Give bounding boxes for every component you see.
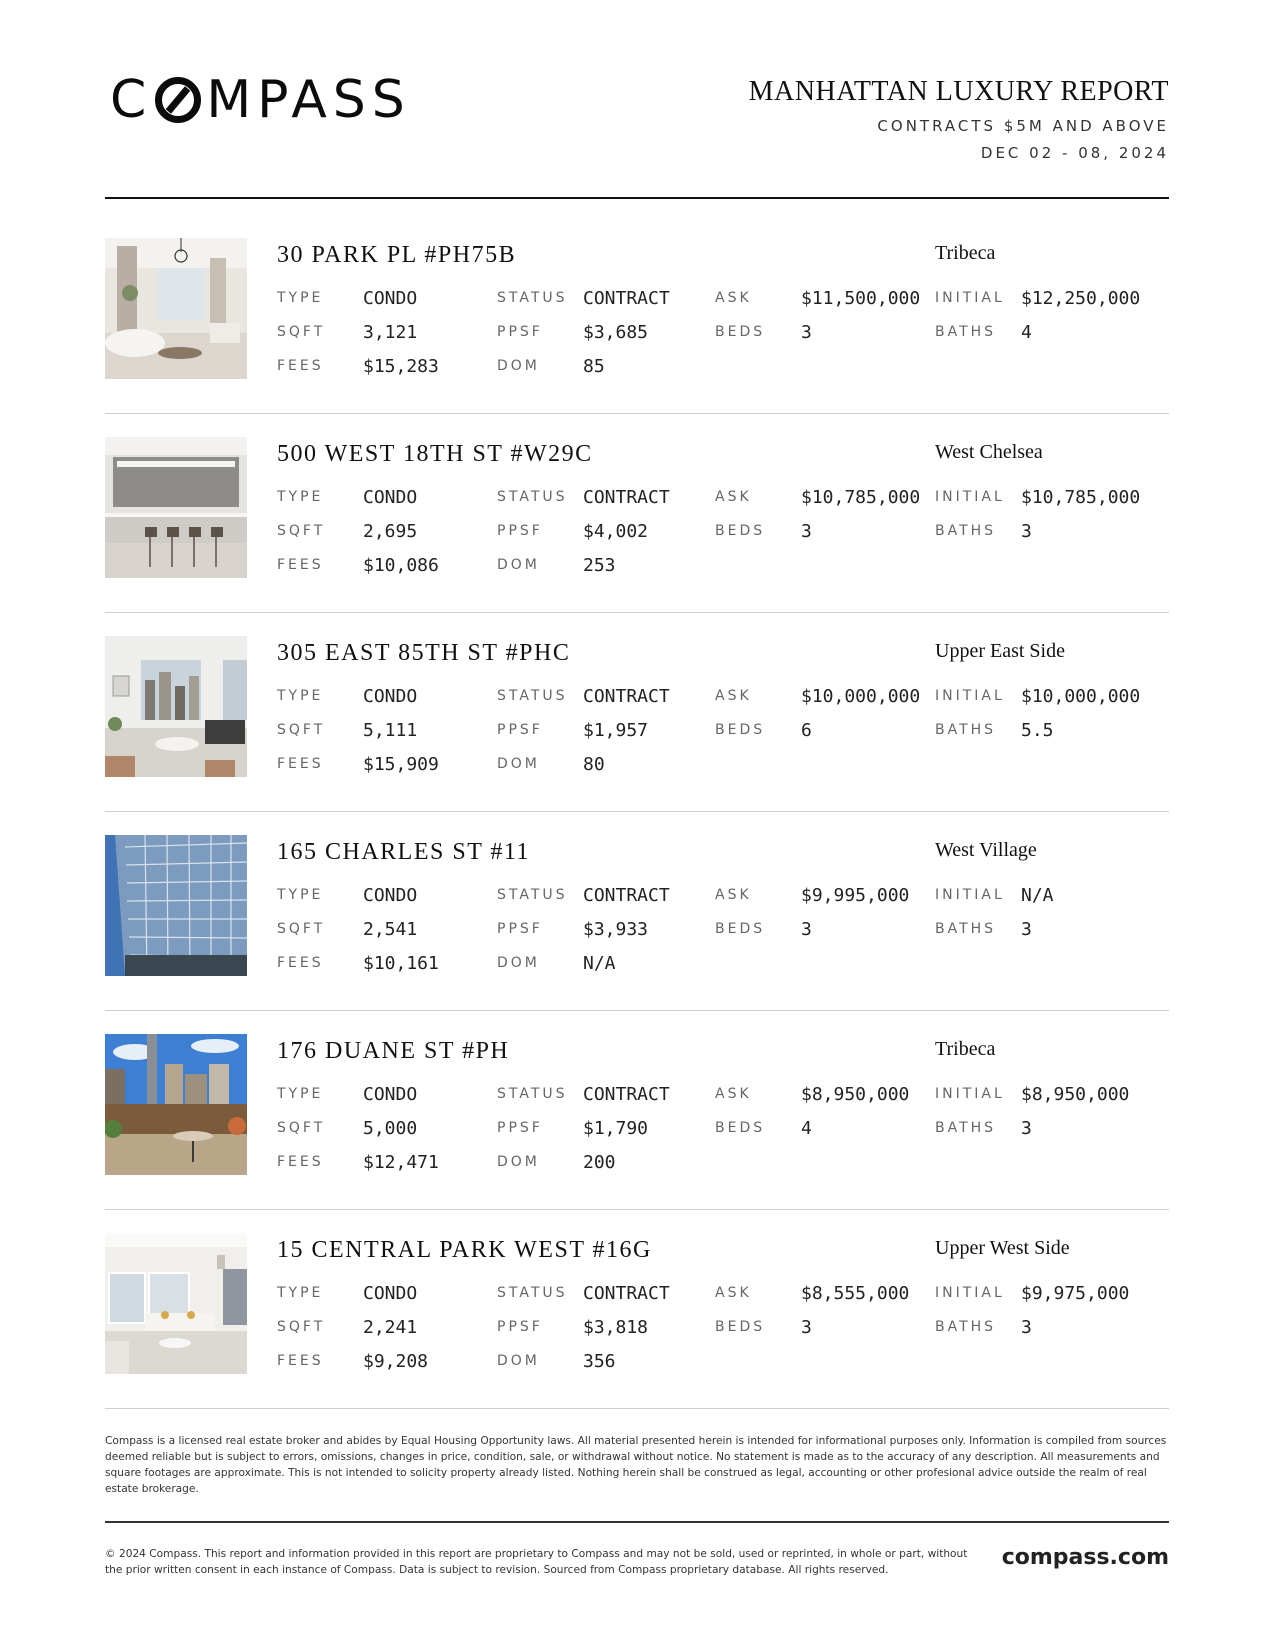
dom-value: 253	[583, 555, 616, 576]
ask-label: ASK	[715, 887, 752, 903]
compass-logo	[110, 72, 430, 128]
status-label: STATUS	[497, 887, 568, 903]
baths-value: 5.5	[1021, 720, 1054, 741]
report-subtitle: CONTRACTS $5M AND ABOVE	[877, 117, 1169, 135]
report-title: MANHATTAN LUXURY REPORT	[748, 76, 1169, 107]
beds-label: BEDS	[715, 324, 766, 340]
compass-logo-wordmark: C MPASS	[110, 70, 411, 130]
baths-value: 3	[1021, 919, 1032, 940]
disclaimer-text: Compass is a licensed real estate broker and abides by Equal Housing Opportunity laws. All material presented herein is intended for informational purposes only. Information is compiled from sources deemed reliable but is subject to errors, omissions, changes in price, condition, sale, or withdrawal without notice. No statement is made as to the accuracy of any description. All measurements and square footages are approximate. This is not intended to solicity property already listed. Nothing herein shall be construed as legal, accounting or other profesional advice outside the realm of real estate brokerage.	[105, 1435, 1167, 1495]
footer-divider	[105, 1521, 1169, 1523]
dom-label: DOM	[497, 1353, 540, 1369]
initial-value: $9,975,000	[1021, 1283, 1130, 1304]
type-value: CONDO	[363, 686, 418, 707]
listing-neighborhood: Upper East Side	[935, 640, 1065, 662]
beds-label: BEDS	[715, 1120, 766, 1136]
copyright-text: © 2024 Compass. This report and information provided in this report are proprietary to Compass and may not be sold, used or reprinted, in whole or part, without the prior written consent in each instance of Compass. Data is subject to revision. Sourced from Compass proprietary database. All rights reserved.	[105, 1548, 968, 1576]
listing-address: 15 CENTRAL PARK WEST #16G	[277, 1237, 652, 1263]
dom-label: DOM	[497, 756, 540, 772]
terrace-photo	[105, 1034, 247, 1175]
baths-label: BATHS	[935, 722, 997, 738]
status-label: STATUS	[497, 688, 568, 704]
sqft-label: SQFT	[277, 921, 326, 937]
initial-value: $10,785,000	[1021, 487, 1141, 508]
listing-item	[105, 1233, 1169, 1432]
listing-address: 500 WEST 18TH ST #W29C	[277, 441, 593, 467]
living-room-photo	[105, 636, 247, 777]
ppsf-label: PPSF	[497, 921, 543, 937]
listing-address: 305 EAST 85TH ST #PHC	[277, 640, 571, 666]
ask-value: $8,950,000	[801, 1084, 910, 1105]
listing-divider	[105, 1209, 1169, 1210]
type-label: TYPE	[277, 1086, 324, 1102]
initial-label: INITIAL	[935, 1086, 1005, 1102]
status-value: CONTRACT	[583, 288, 670, 309]
ppsf-value: $3,933	[583, 919, 649, 940]
fees-value: $9,208	[363, 1351, 429, 1372]
dom-label: DOM	[497, 358, 540, 374]
beds-value: 3	[801, 1317, 812, 1338]
listing-address: 30 PARK PL #PH75B	[277, 242, 517, 268]
fees-value: $15,909	[363, 754, 439, 775]
beds-value: 3	[801, 521, 812, 542]
type-label: TYPE	[277, 489, 324, 505]
ask-label: ASK	[715, 1285, 752, 1301]
baths-label: BATHS	[935, 921, 997, 937]
kitchen-photo	[105, 437, 247, 578]
baths-value: 3	[1021, 1317, 1032, 1338]
sqft-label: SQFT	[277, 722, 326, 738]
status-value: CONTRACT	[583, 1283, 670, 1304]
beds-value: 4	[801, 1118, 812, 1139]
listing-address: 176 DUANE ST #PH	[277, 1038, 510, 1064]
initial-label: INITIAL	[935, 887, 1005, 903]
beds-value: 6	[801, 720, 812, 741]
status-value: CONTRACT	[583, 686, 670, 707]
ppsf-value: $4,002	[583, 521, 649, 542]
listing-item	[105, 437, 1169, 636]
listing-divider	[105, 811, 1169, 812]
ask-label: ASK	[715, 1086, 752, 1102]
ppsf-value: $3,818	[583, 1317, 649, 1338]
baths-label: BATHS	[935, 523, 997, 539]
initial-value: $8,950,000	[1021, 1084, 1130, 1105]
report-date-range: DEC 02 - 08, 2024	[980, 144, 1169, 162]
type-label: TYPE	[277, 1285, 324, 1301]
living-room-photo	[105, 1233, 247, 1374]
dom-label: DOM	[497, 557, 540, 573]
header-divider	[105, 197, 1169, 199]
living-room-photo	[105, 238, 247, 379]
sqft-label: SQFT	[277, 1120, 326, 1136]
beds-label: BEDS	[715, 722, 766, 738]
sqft-label: SQFT	[277, 1319, 326, 1335]
type-label: TYPE	[277, 887, 324, 903]
ppsf-label: PPSF	[497, 523, 543, 539]
status-label: STATUS	[497, 290, 568, 306]
initial-value: $10,000,000	[1021, 686, 1141, 707]
beds-label: BEDS	[715, 1319, 766, 1335]
initial-value: N/A	[1021, 885, 1054, 906]
dom-label: DOM	[497, 1154, 540, 1170]
ask-value: $9,995,000	[801, 885, 910, 906]
sqft-value: 2,241	[363, 1317, 418, 1338]
listing-address: 165 CHARLES ST #11	[277, 839, 531, 865]
baths-label: BATHS	[935, 324, 997, 340]
status-label: STATUS	[497, 1285, 568, 1301]
listing-neighborhood: Upper West Side	[935, 1237, 1070, 1259]
dom-value: N/A	[583, 953, 616, 974]
baths-label: BATHS	[935, 1319, 997, 1335]
website-link[interactable]: compass.com	[1001, 1545, 1169, 1570]
sqft-label: SQFT	[277, 324, 326, 340]
fees-label: FEES	[277, 756, 324, 772]
dom-value: 80	[583, 754, 605, 775]
initial-value: $12,250,000	[1021, 288, 1141, 309]
dom-value: 200	[583, 1152, 616, 1173]
type-value: CONDO	[363, 1084, 418, 1105]
sqft-value: 5,111	[363, 720, 418, 741]
listing-item	[105, 238, 1169, 437]
sqft-value: 2,695	[363, 521, 418, 542]
listing-neighborhood: Tribeca	[935, 242, 996, 264]
ppsf-value: $1,790	[583, 1118, 649, 1139]
baths-label: BATHS	[935, 1120, 997, 1136]
listings	[105, 238, 1169, 1432]
listing-divider	[105, 612, 1169, 613]
listing-neighborhood: West Village	[935, 839, 1037, 861]
ask-label: ASK	[715, 489, 752, 505]
listing-item	[105, 1034, 1169, 1233]
ppsf-value: $1,957	[583, 720, 649, 741]
baths-value: 4	[1021, 322, 1032, 343]
fees-label: FEES	[277, 955, 324, 971]
dom-value: 85	[583, 356, 605, 377]
report-page	[105, 0, 1169, 1650]
fees-value: $15,283	[363, 356, 439, 377]
ppsf-label: PPSF	[497, 722, 543, 738]
type-value: CONDO	[363, 288, 418, 309]
status-value: CONTRACT	[583, 885, 670, 906]
ppsf-label: PPSF	[497, 1319, 543, 1335]
sqft-label: SQFT	[277, 523, 326, 539]
ask-value: $8,555,000	[801, 1283, 910, 1304]
beds-value: 3	[801, 919, 812, 940]
sqft-value: 3,121	[363, 322, 418, 343]
fees-label: FEES	[277, 1353, 324, 1369]
status-label: STATUS	[497, 489, 568, 505]
ppsf-label: PPSF	[497, 1120, 543, 1136]
type-label: TYPE	[277, 290, 324, 306]
listing-item	[105, 636, 1169, 835]
listing-divider	[105, 413, 1169, 414]
status-value: CONTRACT	[583, 487, 670, 508]
initial-label: INITIAL	[935, 1285, 1005, 1301]
type-value: CONDO	[363, 885, 418, 906]
ask-value: $10,000,000	[801, 686, 921, 707]
ppsf-label: PPSF	[497, 324, 543, 340]
ask-value: $10,785,000	[801, 487, 921, 508]
ask-value: $11,500,000	[801, 288, 921, 309]
fees-value: $10,086	[363, 555, 439, 576]
beds-label: BEDS	[715, 523, 766, 539]
ppsf-value: $3,685	[583, 322, 649, 343]
ask-label: ASK	[715, 688, 752, 704]
status-value: CONTRACT	[583, 1084, 670, 1105]
fees-label: FEES	[277, 1154, 324, 1170]
listing-item	[105, 835, 1169, 1034]
listing-divider	[105, 1010, 1169, 1011]
fees-value: $10,161	[363, 953, 439, 974]
initial-label: INITIAL	[935, 688, 1005, 704]
listing-neighborhood: Tribeca	[935, 1038, 996, 1060]
fees-label: FEES	[277, 557, 324, 573]
type-value: CONDO	[363, 487, 418, 508]
compass-logo-o-mark	[155, 77, 201, 123]
ask-label: ASK	[715, 290, 752, 306]
sqft-value: 2,541	[363, 919, 418, 940]
fees-label: FEES	[277, 358, 324, 374]
status-label: STATUS	[497, 1086, 568, 1102]
initial-label: INITIAL	[935, 290, 1005, 306]
dom-value: 356	[583, 1351, 616, 1372]
listing-divider	[105, 1408, 1169, 1409]
listing-neighborhood: West Chelsea	[935, 441, 1043, 463]
baths-value: 3	[1021, 1118, 1032, 1139]
fees-value: $12,471	[363, 1152, 439, 1173]
building-facade-photo	[105, 835, 247, 976]
initial-label: INITIAL	[935, 489, 1005, 505]
type-label: TYPE	[277, 688, 324, 704]
baths-value: 3	[1021, 521, 1032, 542]
beds-label: BEDS	[715, 921, 766, 937]
dom-label: DOM	[497, 955, 540, 971]
beds-value: 3	[801, 322, 812, 343]
type-value: CONDO	[363, 1283, 418, 1304]
sqft-value: 5,000	[363, 1118, 418, 1139]
